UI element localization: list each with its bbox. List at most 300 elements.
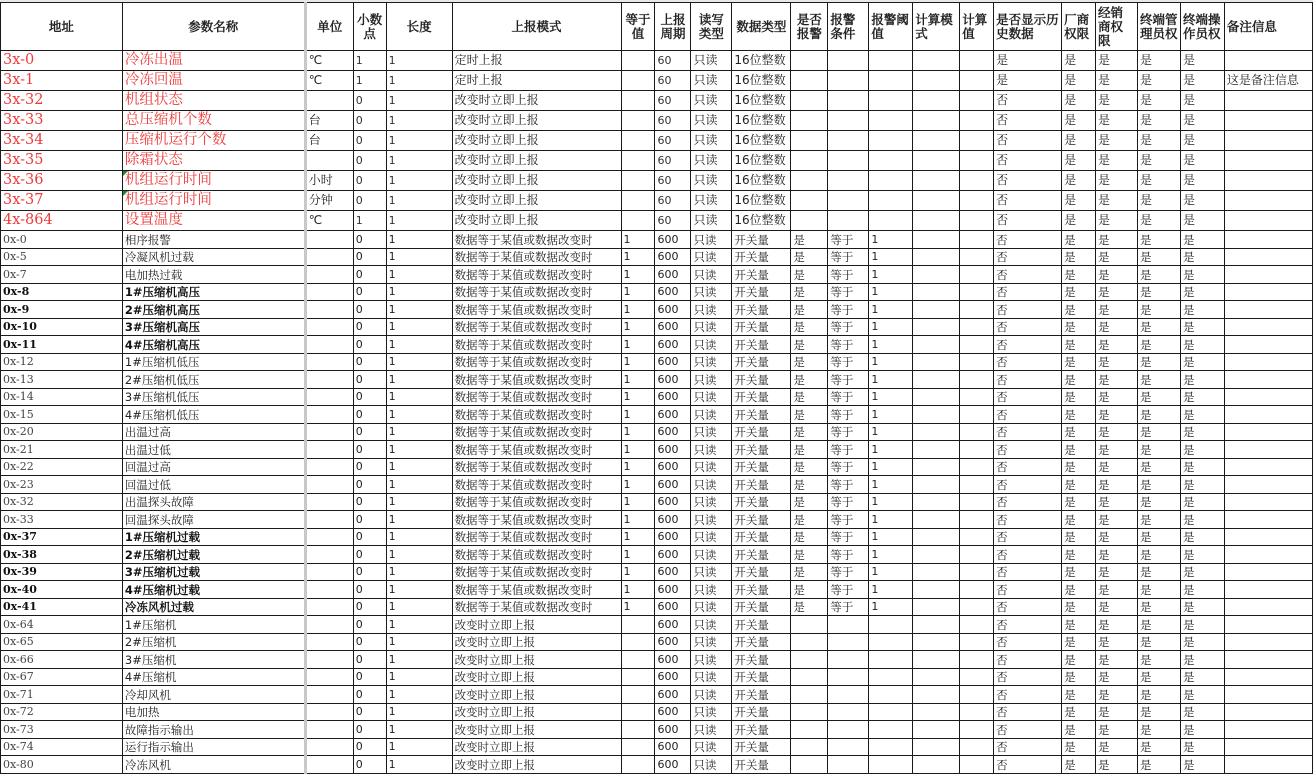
cell-report-period[interactable]: 600: [655, 738, 691, 756]
cell-terminal-operator-perm[interactable]: 是: [1180, 301, 1224, 319]
cell-decimal[interactable]: 0: [353, 528, 386, 546]
cell-calc-value[interactable]: [960, 336, 994, 354]
cell-param-name[interactable]: 出温过高: [122, 423, 305, 441]
cell-terminal-operator-perm[interactable]: 是: [1180, 581, 1224, 599]
cell-calc-value[interactable]: [960, 248, 994, 266]
cell-terminal-admin-perm[interactable]: 是: [1138, 493, 1181, 511]
cell-dealer-perm[interactable]: 是: [1096, 71, 1138, 91]
cell-calc-mode[interactable]: [913, 528, 960, 546]
cell-terminal-operator-perm[interactable]: 是: [1180, 651, 1224, 669]
header-calc-mode[interactable]: 计算模式: [913, 3, 960, 51]
cell-equal-value[interactable]: 1: [621, 528, 655, 546]
cell-terminal-operator-perm[interactable]: 是: [1180, 131, 1224, 151]
cell-decimal[interactable]: 0: [353, 633, 386, 651]
cell-calc-mode[interactable]: [913, 651, 960, 669]
cell-rw-type[interactable]: 只读: [691, 191, 732, 211]
cell-terminal-operator-perm[interactable]: 是: [1180, 458, 1224, 476]
cell-notes[interactable]: [1224, 528, 1312, 546]
cell-notes[interactable]: [1224, 151, 1312, 171]
cell-alarm-threshold[interactable]: [869, 151, 913, 171]
cell-address[interactable]: 0x-38: [1, 546, 123, 564]
cell-rw-type[interactable]: 只读: [691, 388, 732, 406]
cell-is-alarm[interactable]: [791, 211, 828, 231]
cell-alarm-threshold[interactable]: 1: [869, 248, 913, 266]
cell-alarm-condition[interactable]: [828, 51, 869, 71]
cell-data-type[interactable]: 开关量: [732, 756, 791, 774]
cell-calc-value[interactable]: [960, 51, 994, 71]
cell-show-history[interactable]: 否: [994, 423, 1062, 441]
cell-terminal-operator-perm[interactable]: 是: [1180, 721, 1224, 739]
cell-manufacturer-perm[interactable]: 是: [1062, 318, 1096, 336]
cell-param-name[interactable]: 4#压缩机过载: [122, 581, 305, 599]
cell-calc-mode[interactable]: [913, 266, 960, 284]
cell-show-history[interactable]: 否: [994, 476, 1062, 494]
cell-decimal[interactable]: 0: [353, 248, 386, 266]
cell-show-history[interactable]: 否: [994, 91, 1062, 111]
cell-calc-mode[interactable]: [913, 616, 960, 634]
cell-calc-value[interactable]: [960, 423, 994, 441]
cell-notes[interactable]: [1224, 318, 1312, 336]
cell-length[interactable]: 1: [386, 51, 452, 71]
cell-length[interactable]: 1: [386, 668, 452, 686]
cell-unit[interactable]: [305, 371, 353, 389]
cell-manufacturer-perm[interactable]: 是: [1062, 353, 1096, 371]
cell-dealer-perm[interactable]: 是: [1096, 406, 1138, 424]
cell-terminal-admin-perm[interactable]: 是: [1138, 191, 1181, 211]
cell-report-mode[interactable]: 定时上报: [452, 51, 621, 71]
cell-is-alarm[interactable]: [791, 191, 828, 211]
cell-param-name[interactable]: 出温探头故障: [122, 493, 305, 511]
cell-show-history[interactable]: 否: [994, 318, 1062, 336]
cell-alarm-threshold[interactable]: 1: [869, 563, 913, 581]
cell-report-mode[interactable]: 数据等于某值或数据改变时: [452, 493, 621, 511]
cell-equal-value[interactable]: 1: [621, 283, 655, 301]
cell-terminal-operator-perm[interactable]: 是: [1180, 563, 1224, 581]
cell-dealer-perm[interactable]: 是: [1096, 598, 1138, 616]
cell-is-alarm[interactable]: 是: [791, 266, 828, 284]
cell-notes[interactable]: [1224, 388, 1312, 406]
cell-report-mode[interactable]: 改变时立即上报: [452, 131, 621, 151]
cell-is-alarm[interactable]: 是: [791, 441, 828, 459]
cell-param-name[interactable]: 电加热过载: [122, 266, 305, 284]
cell-data-type[interactable]: 16位整数: [732, 111, 791, 131]
header-data-type[interactable]: 数据类型: [732, 3, 791, 51]
cell-calc-mode[interactable]: [913, 336, 960, 354]
cell-param-name[interactable]: 回温探头故障: [122, 511, 305, 529]
cell-is-alarm[interactable]: 是: [791, 371, 828, 389]
cell-address[interactable]: 3x-36: [1, 171, 123, 191]
cell-unit[interactable]: [305, 91, 353, 111]
cell-unit[interactable]: 台: [305, 131, 353, 151]
cell-notes[interactable]: [1224, 283, 1312, 301]
cell-address[interactable]: 0x-15: [1, 406, 123, 424]
cell-decimal[interactable]: 0: [353, 493, 386, 511]
cell-manufacturer-perm[interactable]: 是: [1062, 406, 1096, 424]
cell-decimal[interactable]: 1: [353, 71, 386, 91]
cell-notes[interactable]: [1224, 406, 1312, 424]
cell-rw-type[interactable]: 只读: [691, 301, 732, 319]
cell-calc-value[interactable]: [960, 703, 994, 721]
cell-calc-value[interactable]: [960, 151, 994, 171]
cell-is-alarm[interactable]: 是: [791, 581, 828, 599]
cell-is-alarm[interactable]: 是: [791, 563, 828, 581]
cell-calc-mode[interactable]: [913, 388, 960, 406]
cell-is-alarm[interactable]: 是: [791, 528, 828, 546]
cell-manufacturer-perm[interactable]: 是: [1062, 131, 1096, 151]
cell-length[interactable]: 1: [386, 598, 452, 616]
cell-equal-value[interactable]: 1: [621, 441, 655, 459]
cell-report-period[interactable]: 600: [655, 458, 691, 476]
cell-decimal[interactable]: 0: [353, 266, 386, 284]
cell-decimal[interactable]: 0: [353, 231, 386, 249]
cell-calc-value[interactable]: [960, 111, 994, 131]
cell-equal-value[interactable]: [621, 191, 655, 211]
cell-terminal-operator-perm[interactable]: 是: [1180, 441, 1224, 459]
cell-manufacturer-perm[interactable]: 是: [1062, 231, 1096, 249]
cell-manufacturer-perm[interactable]: 是: [1062, 51, 1096, 71]
cell-manufacturer-perm[interactable]: 是: [1062, 703, 1096, 721]
cell-alarm-condition[interactable]: [828, 91, 869, 111]
cell-calc-mode[interactable]: [913, 248, 960, 266]
cell-manufacturer-perm[interactable]: 是: [1062, 266, 1096, 284]
cell-manufacturer-perm[interactable]: 是: [1062, 71, 1096, 91]
cell-terminal-operator-perm[interactable]: 是: [1180, 371, 1224, 389]
cell-terminal-operator-perm[interactable]: 是: [1180, 318, 1224, 336]
cell-length[interactable]: 1: [386, 91, 452, 111]
cell-length[interactable]: 1: [386, 721, 452, 739]
cell-data-type[interactable]: 开关量: [732, 371, 791, 389]
cell-report-period[interactable]: 600: [655, 616, 691, 634]
cell-calc-mode[interactable]: [913, 406, 960, 424]
cell-terminal-admin-perm[interactable]: 是: [1138, 131, 1181, 151]
cell-dealer-perm[interactable]: 是: [1096, 458, 1138, 476]
cell-terminal-operator-perm[interactable]: 是: [1180, 476, 1224, 494]
cell-alarm-condition[interactable]: 等于: [828, 441, 869, 459]
cell-report-period[interactable]: 600: [655, 423, 691, 441]
cell-terminal-admin-perm[interactable]: 是: [1138, 111, 1181, 131]
cell-rw-type[interactable]: 只读: [691, 476, 732, 494]
cell-length[interactable]: 1: [386, 476, 452, 494]
cell-calc-mode[interactable]: [913, 131, 960, 151]
cell-show-history[interactable]: 否: [994, 441, 1062, 459]
cell-terminal-admin-perm[interactable]: 是: [1138, 528, 1181, 546]
cell-length[interactable]: 1: [386, 318, 452, 336]
cell-equal-value[interactable]: [621, 211, 655, 231]
cell-equal-value[interactable]: [621, 71, 655, 91]
cell-alarm-threshold[interactable]: 1: [869, 493, 913, 511]
cell-address[interactable]: 0x-21: [1, 441, 123, 459]
cell-data-type[interactable]: 开关量: [732, 406, 791, 424]
cell-is-alarm[interactable]: 是: [791, 476, 828, 494]
cell-show-history[interactable]: 否: [994, 598, 1062, 616]
cell-unit[interactable]: [305, 721, 353, 739]
cell-report-mode[interactable]: 数据等于某值或数据改变时: [452, 581, 621, 599]
header-terminal-operator-perm[interactable]: 终端操作员权: [1180, 3, 1224, 51]
cell-terminal-admin-perm[interactable]: 是: [1138, 686, 1181, 704]
cell-manufacturer-perm[interactable]: 是: [1062, 668, 1096, 686]
cell-alarm-condition[interactable]: [828, 738, 869, 756]
cell-alarm-threshold[interactable]: 1: [869, 528, 913, 546]
cell-manufacturer-perm[interactable]: 是: [1062, 111, 1096, 131]
cell-report-period[interactable]: 60: [655, 131, 691, 151]
cell-alarm-condition[interactable]: 等于: [828, 336, 869, 354]
cell-is-alarm[interactable]: 是: [791, 388, 828, 406]
cell-decimal[interactable]: 0: [353, 91, 386, 111]
cell-calc-value[interactable]: [960, 266, 994, 284]
cell-decimal[interactable]: 0: [353, 318, 386, 336]
cell-address[interactable]: 0x-41: [1, 598, 123, 616]
cell-is-alarm[interactable]: 是: [791, 248, 828, 266]
cell-is-alarm[interactable]: [791, 668, 828, 686]
cell-notes[interactable]: [1224, 91, 1312, 111]
cell-calc-value[interactable]: [960, 633, 994, 651]
cell-show-history[interactable]: 否: [994, 738, 1062, 756]
cell-decimal[interactable]: 0: [353, 151, 386, 171]
cell-param-name[interactable]: 电加热: [122, 703, 305, 721]
cell-notes[interactable]: [1224, 301, 1312, 319]
cell-address[interactable]: 0x-22: [1, 458, 123, 476]
cell-length[interactable]: 1: [386, 563, 452, 581]
cell-report-mode[interactable]: 改变时立即上报: [452, 211, 621, 231]
cell-alarm-condition[interactable]: 等于: [828, 248, 869, 266]
cell-param-name[interactable]: 相序报警: [122, 231, 305, 249]
cell-calc-mode[interactable]: [913, 458, 960, 476]
cell-alarm-threshold[interactable]: [869, 721, 913, 739]
cell-show-history[interactable]: 否: [994, 171, 1062, 191]
cell-alarm-threshold[interactable]: 1: [869, 283, 913, 301]
cell-report-mode[interactable]: 数据等于某值或数据改变时: [452, 353, 621, 371]
cell-param-name[interactable]: 机组状态: [122, 91, 305, 111]
cell-calc-mode[interactable]: [913, 171, 960, 191]
cell-param-name[interactable]: 冷冻回温: [122, 71, 305, 91]
cell-equal-value[interactable]: [621, 616, 655, 634]
cell-terminal-admin-perm[interactable]: 是: [1138, 703, 1181, 721]
cell-length[interactable]: 1: [386, 616, 452, 634]
cell-unit[interactable]: [305, 528, 353, 546]
cell-length[interactable]: 1: [386, 738, 452, 756]
cell-terminal-operator-perm[interactable]: 是: [1180, 598, 1224, 616]
cell-notes[interactable]: [1224, 211, 1312, 231]
cell-is-alarm[interactable]: 是: [791, 231, 828, 249]
cell-param-name[interactable]: 1#压缩机低压: [122, 353, 305, 371]
header-show-history[interactable]: 是否显示历史数据: [994, 3, 1062, 51]
header-manufacturer-perm[interactable]: 厂商权限: [1062, 3, 1096, 51]
cell-dealer-perm[interactable]: 是: [1096, 283, 1138, 301]
cell-calc-mode[interactable]: [913, 111, 960, 131]
cell-data-type[interactable]: 开关量: [732, 441, 791, 459]
cell-terminal-admin-perm[interactable]: 是: [1138, 171, 1181, 191]
cell-data-type[interactable]: 开关量: [732, 318, 791, 336]
header-unit[interactable]: 单位: [305, 3, 353, 51]
cell-notes[interactable]: [1224, 111, 1312, 131]
cell-rw-type[interactable]: 只读: [691, 528, 732, 546]
cell-manufacturer-perm[interactable]: 是: [1062, 546, 1096, 564]
cell-equal-value[interactable]: 1: [621, 511, 655, 529]
cell-alarm-threshold[interactable]: 1: [869, 301, 913, 319]
cell-rw-type[interactable]: 只读: [691, 756, 732, 774]
cell-calc-value[interactable]: [960, 616, 994, 634]
cell-is-alarm[interactable]: [791, 651, 828, 669]
cell-dealer-perm[interactable]: 是: [1096, 248, 1138, 266]
cell-report-period[interactable]: 600: [655, 511, 691, 529]
cell-decimal[interactable]: 0: [353, 171, 386, 191]
cell-terminal-admin-perm[interactable]: 是: [1138, 91, 1181, 111]
cell-report-period[interactable]: 600: [655, 406, 691, 424]
cell-unit[interactable]: [305, 703, 353, 721]
cell-dealer-perm[interactable]: 是: [1096, 756, 1138, 774]
cell-manufacturer-perm[interactable]: 是: [1062, 371, 1096, 389]
cell-manufacturer-perm[interactable]: 是: [1062, 283, 1096, 301]
cell-manufacturer-perm[interactable]: 是: [1062, 756, 1096, 774]
cell-is-alarm[interactable]: [791, 131, 828, 151]
cell-equal-value[interactable]: 1: [621, 581, 655, 599]
cell-length[interactable]: 1: [386, 111, 452, 131]
cell-data-type[interactable]: 开关量: [732, 493, 791, 511]
cell-equal-value[interactable]: 1: [621, 318, 655, 336]
cell-alarm-threshold[interactable]: 1: [869, 336, 913, 354]
cell-notes[interactable]: [1224, 738, 1312, 756]
cell-address[interactable]: 0x-8: [1, 283, 123, 301]
cell-terminal-operator-perm[interactable]: 是: [1180, 528, 1224, 546]
cell-equal-value[interactable]: 1: [621, 458, 655, 476]
cell-calc-mode[interactable]: [913, 51, 960, 71]
cell-terminal-operator-perm[interactable]: 是: [1180, 686, 1224, 704]
cell-unit[interactable]: [305, 406, 353, 424]
cell-data-type[interactable]: 开关量: [732, 668, 791, 686]
cell-alarm-threshold[interactable]: 1: [869, 353, 913, 371]
cell-alarm-threshold[interactable]: [869, 111, 913, 131]
cell-is-alarm[interactable]: 是: [791, 301, 828, 319]
cell-length[interactable]: 1: [386, 686, 452, 704]
cell-manufacturer-perm[interactable]: 是: [1062, 248, 1096, 266]
cell-data-type[interactable]: 开关量: [732, 563, 791, 581]
cell-alarm-condition[interactable]: 等于: [828, 528, 869, 546]
cell-unit[interactable]: [305, 546, 353, 564]
cell-alarm-condition[interactable]: [828, 721, 869, 739]
cell-report-period[interactable]: 600: [655, 581, 691, 599]
cell-manufacturer-perm[interactable]: 是: [1062, 493, 1096, 511]
cell-alarm-condition[interactable]: 等于: [828, 423, 869, 441]
cell-unit[interactable]: [305, 441, 353, 459]
cell-param-name[interactable]: 回温过低: [122, 476, 305, 494]
cell-is-alarm[interactable]: 是: [791, 423, 828, 441]
cell-terminal-operator-perm[interactable]: 是: [1180, 171, 1224, 191]
cell-report-mode[interactable]: 数据等于某值或数据改变时: [452, 266, 621, 284]
cell-show-history[interactable]: 否: [994, 266, 1062, 284]
cell-rw-type[interactable]: 只读: [691, 131, 732, 151]
cell-equal-value[interactable]: [621, 91, 655, 111]
cell-data-type[interactable]: 16位整数: [732, 131, 791, 151]
cell-unit[interactable]: 分钟: [305, 191, 353, 211]
cell-terminal-operator-perm[interactable]: 是: [1180, 511, 1224, 529]
cell-alarm-condition[interactable]: 等于: [828, 266, 869, 284]
cell-dealer-perm[interactable]: 是: [1096, 336, 1138, 354]
cell-report-period[interactable]: 600: [655, 546, 691, 564]
cell-show-history[interactable]: 否: [994, 458, 1062, 476]
cell-manufacturer-perm[interactable]: 是: [1062, 388, 1096, 406]
cell-terminal-admin-perm[interactable]: 是: [1138, 476, 1181, 494]
cell-unit[interactable]: 小时: [305, 171, 353, 191]
cell-dealer-perm[interactable]: 是: [1096, 721, 1138, 739]
cell-address[interactable]: 0x-13: [1, 371, 123, 389]
cell-data-type[interactable]: 16位整数: [732, 91, 791, 111]
cell-terminal-operator-perm[interactable]: 是: [1180, 283, 1224, 301]
cell-decimal[interactable]: 0: [353, 191, 386, 211]
cell-address[interactable]: 0x-40: [1, 581, 123, 599]
cell-address[interactable]: 0x-33: [1, 511, 123, 529]
cell-manufacturer-perm[interactable]: 是: [1062, 171, 1096, 191]
cell-rw-type[interactable]: 只读: [691, 633, 732, 651]
cell-length[interactable]: 1: [386, 336, 452, 354]
header-report-period[interactable]: 上报周期: [655, 3, 691, 51]
cell-equal-value[interactable]: 1: [621, 493, 655, 511]
cell-equal-value[interactable]: [621, 703, 655, 721]
cell-unit[interactable]: [305, 581, 353, 599]
cell-dealer-perm[interactable]: 是: [1096, 668, 1138, 686]
cell-decimal[interactable]: 0: [353, 686, 386, 704]
cell-alarm-condition[interactable]: [828, 151, 869, 171]
cell-calc-mode[interactable]: [913, 371, 960, 389]
cell-show-history[interactable]: 否: [994, 703, 1062, 721]
cell-manufacturer-perm[interactable]: 是: [1062, 581, 1096, 599]
cell-calc-value[interactable]: [960, 581, 994, 599]
cell-alarm-threshold[interactable]: 1: [869, 371, 913, 389]
cell-rw-type[interactable]: 只读: [691, 668, 732, 686]
cell-terminal-operator-perm[interactable]: 是: [1180, 738, 1224, 756]
cell-unit[interactable]: [305, 336, 353, 354]
cell-dealer-perm[interactable]: 是: [1096, 191, 1138, 211]
cell-length[interactable]: 1: [386, 266, 452, 284]
cell-dealer-perm[interactable]: 是: [1096, 353, 1138, 371]
cell-show-history[interactable]: 否: [994, 686, 1062, 704]
header-notes[interactable]: 备注信息: [1224, 3, 1312, 51]
cell-rw-type[interactable]: 只读: [691, 91, 732, 111]
cell-data-type[interactable]: 开关量: [732, 388, 791, 406]
cell-notes[interactable]: [1224, 651, 1312, 669]
cell-param-name[interactable]: [122, 191, 305, 211]
cell-address[interactable]: 0x-11: [1, 336, 123, 354]
cell-notes[interactable]: [1224, 248, 1312, 266]
cell-report-period[interactable]: 600: [655, 756, 691, 774]
cell-address[interactable]: 0x-64: [1, 616, 123, 634]
cell-decimal[interactable]: 0: [353, 511, 386, 529]
cell-unit[interactable]: [305, 353, 353, 371]
cell-rw-type[interactable]: 只读: [691, 423, 732, 441]
cell-rw-type[interactable]: 只读: [691, 248, 732, 266]
cell-terminal-admin-perm[interactable]: 是: [1138, 668, 1181, 686]
cell-length[interactable]: 1: [386, 353, 452, 371]
cell-alarm-condition[interactable]: [828, 131, 869, 151]
cell-terminal-operator-perm[interactable]: 是: [1180, 406, 1224, 424]
cell-manufacturer-perm[interactable]: 是: [1062, 511, 1096, 529]
cell-calc-value[interactable]: [960, 511, 994, 529]
cell-alarm-threshold[interactable]: [869, 171, 913, 191]
cell-notes[interactable]: [1224, 423, 1312, 441]
cell-terminal-admin-perm[interactable]: 是: [1138, 211, 1181, 231]
cell-calc-value[interactable]: [960, 371, 994, 389]
cell-rw-type[interactable]: 只读: [691, 721, 732, 739]
header-length[interactable]: 长度: [386, 3, 452, 51]
cell-report-period[interactable]: 600: [655, 388, 691, 406]
cell-alarm-threshold[interactable]: [869, 191, 913, 211]
cell-data-type[interactable]: 开关量: [732, 511, 791, 529]
cell-dealer-perm[interactable]: 是: [1096, 211, 1138, 231]
cell-is-alarm[interactable]: 是: [791, 406, 828, 424]
cell-length[interactable]: 1: [386, 71, 452, 91]
cell-calc-mode[interactable]: [913, 668, 960, 686]
cell-address[interactable]: 0x-20: [1, 423, 123, 441]
cell-dealer-perm[interactable]: 是: [1096, 318, 1138, 336]
